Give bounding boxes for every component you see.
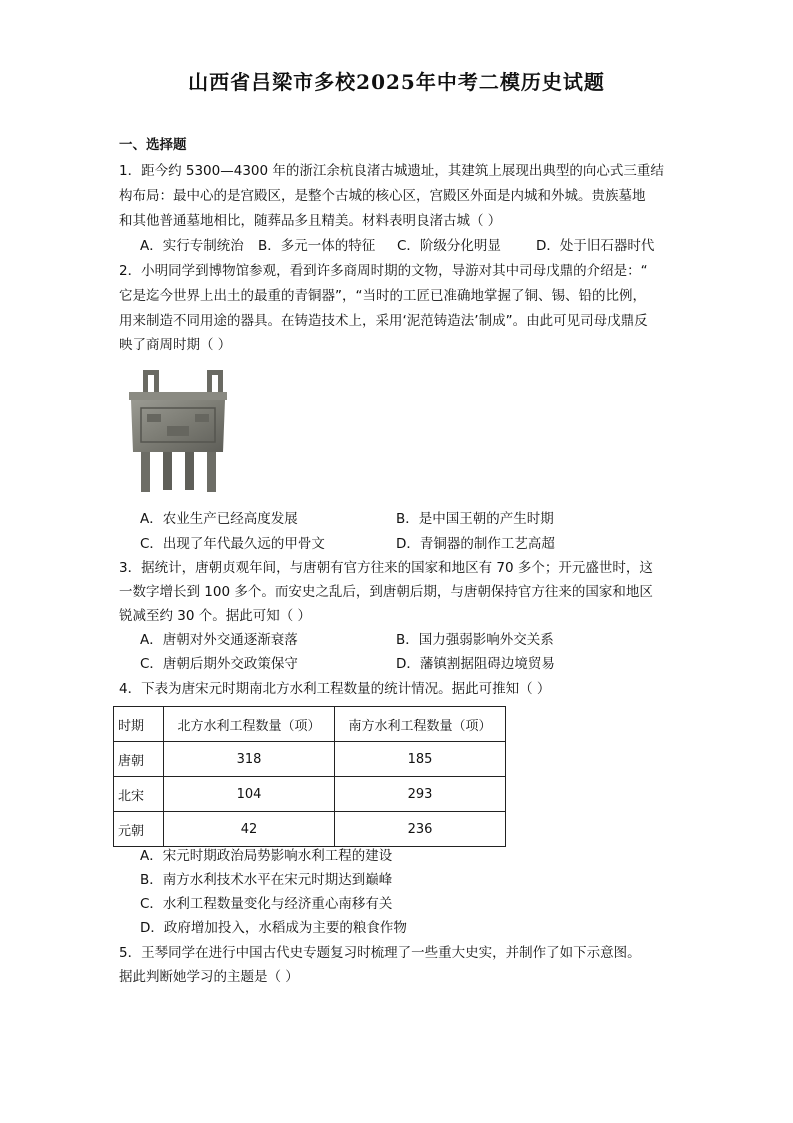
q5-line-1: 5．王琴同学在进行中国古代史专题复习时梳理了一些重大史实，并制作了如下示意图。 (119, 945, 641, 961)
q2-option-c: C．出现了年代最久远的甲骨文 (140, 536, 325, 552)
table-cell: 185 (335, 742, 506, 777)
table-cell: 318 (164, 742, 335, 777)
q1-line-2: 构布局：最中心的是宫殿区，是整个古城的核心区，宫殿区外面是内城和外城。贵族墓地 (119, 188, 646, 204)
section-heading: 一、选择题 (119, 137, 187, 153)
water-projects-table (113, 706, 506, 847)
bronze-ding-image (123, 366, 231, 496)
q5-line-2: 据此判断她学习的主题是（ ） (119, 969, 299, 985)
q1-option-a: A．实行专制统治 (140, 238, 244, 254)
table-cell: 元朝 (114, 812, 164, 847)
table-header-cell: 南方水利工程数量（项） (335, 707, 506, 742)
q2-option-a: A．农业生产已经高度发展 (140, 511, 298, 527)
q4-option-d: D．政府增加投入，水稻成为主要的粮食作物 (140, 920, 407, 936)
q2-line-1: 2．小明同学到博物馆参观，看到许多商周时期的文物，导游对其中司母戊鼎的介绍是：“ (119, 263, 648, 279)
q2-option-b: B．是中国王朝的产生时期 (396, 511, 554, 527)
q3-line-3: 锐减至约 30 个。据此可知（ ） (119, 608, 312, 624)
q3-option-c: C．唐朝后期外交政策保守 (140, 656, 298, 672)
q1-line-1: 1．距今约 5300—4300 年的浙江余杭良渚古城遗址，其建筑上展现出典型的向心式三重结 (119, 163, 664, 179)
table-cell: 293 (335, 777, 506, 812)
q4-option-a: A．宋元时期政治局势影响水利工程的建设 (140, 848, 393, 864)
q1-line-3: 和其他普通墓地相比，随葬品多且精美。材料表明良渚古城（ ） (119, 213, 502, 229)
table-cell: 104 (164, 777, 335, 812)
table-header-cell: 时期 (114, 707, 164, 742)
table-cell: 42 (164, 812, 335, 847)
q3-line-1: 3．据统计，唐朝贞观年间，与唐朝有官方往来的国家和地区有 70 多个；开元盛世时，这 (119, 560, 653, 576)
q4-option-c: C．水利工程数量变化与经济重心南移有关 (140, 896, 393, 912)
q2-line-2: 它是迄今世界上出土的最重的青铜器”，“当时的工匠已准确地掌握了铜、锡、铅的比例， (119, 288, 646, 304)
q3-option-d: D．藩镇割据阻碍边境贸易 (396, 656, 555, 672)
q3-line-2: 一数字增长到 100 多个。而安史之乱后，到唐朝后期，与唐朝保持官方往来的国家和地区 (119, 584, 653, 600)
page-title: 山西省吕梁市多校2025年中考二模历史试题 (188, 70, 605, 94)
q1-option-d: D．处于旧石器时代 (536, 238, 655, 254)
q3-option-a: A．唐朝对外交通逐渐衰落 (140, 632, 298, 648)
table-header-row (114, 707, 506, 742)
q1-option-c: C．阶级分化明显 (397, 238, 501, 254)
table-row (114, 812, 506, 847)
table-header-cell: 北方水利工程数量（项） (164, 707, 335, 742)
q3-option-b: B．国力强弱影响外交关系 (396, 632, 554, 648)
table-cell: 北宋 (114, 777, 164, 812)
table-row (114, 742, 506, 777)
q1-option-b: B．多元一体的特征 (258, 238, 376, 254)
table-row (114, 777, 506, 812)
q4-option-b: B．南方水利技术水平在宋元时期达到巅峰 (140, 872, 393, 888)
q4-stem: 4．下表为唐宋元时期南北方水利工程数量的统计情况。据此可推知（ ） (119, 681, 551, 697)
table-cell: 唐朝 (114, 742, 164, 777)
q2-option-d: D．青铜器的制作工艺高超 (396, 536, 555, 552)
q2-line-3: 用来制造不同用途的器具。在铸造技术上，采用‘泥范铸造法’制成”。由此可见司母戊鼎反 (119, 313, 648, 329)
table-cell: 236 (335, 812, 506, 847)
q2-line-4: 映了商周时期（ ） (119, 337, 232, 353)
